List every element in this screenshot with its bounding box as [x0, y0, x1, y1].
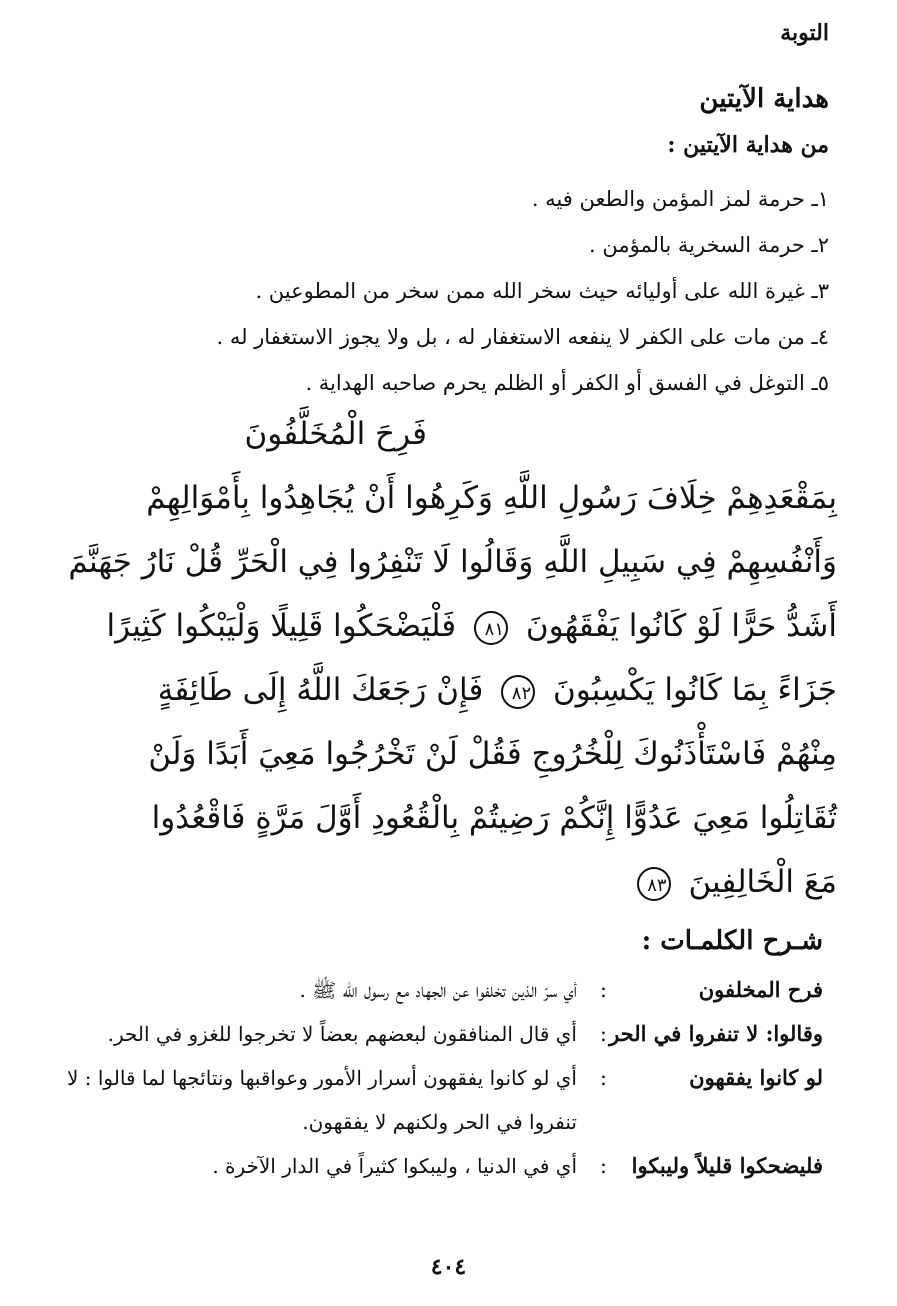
guidance-item: ٣ـ غيرة الله على أوليائه حيث سخر الله ممن سخر من المطوعين .	[255, 279, 829, 303]
vocabulary-term: فرح المخلفون	[698, 977, 823, 1002]
running-header-surah-name: التوبة	[780, 20, 829, 46]
guidance-item: ٤ـ من مات على الكفر لا ينفعه الاستغفار له ، بل ولا يجوز الاستغفار له .	[216, 325, 829, 349]
verse-line	[197, 850, 837, 914]
vocabulary-colon: :	[599, 1066, 607, 1090]
verse-line	[148, 722, 837, 786]
vocabulary-row	[63, 1012, 823, 1056]
guidance-list	[216, 176, 829, 406]
verse-line	[146, 466, 837, 530]
section-title: هداية الآيتين	[699, 84, 829, 114]
ayah-number-marker: ٨١	[474, 611, 508, 645]
verse-line	[157, 658, 837, 722]
vocabulary-row	[63, 968, 823, 1012]
guidance-item: ١ـ حرمة لمز المؤمن والطعن فيه .	[531, 187, 829, 211]
vocabulary-definition: أي لو كانوا يفقهون أسرار الأمور وعواقبها ونتائجها لما قالوا : لا تنفروا في الحر ولكنهم لا يفقهون.	[67, 1066, 577, 1134]
verse-text: أَشَدُّ حَرًّا لَوْ كَانُوا يَفْقَهُونَ	[525, 608, 837, 644]
verse-text: بِمَقْعَدِهِمْ خِلَافَ رَسُولِ اللَّهِ وَكَرِهُوا أَنْ يُجَاهِدُوا بِأَمْوَالِهِمْ	[146, 480, 837, 516]
page-number: ٤٠٤	[430, 1254, 467, 1280]
verse-line	[151, 786, 837, 850]
vocabulary-row	[63, 1144, 823, 1188]
verse-text: فَلْيَضْحَكُوا قَلِيلًا وَلْيَبْكُوا كَثِيرًا	[106, 608, 457, 644]
vocabulary-row	[63, 1056, 823, 1144]
verse-line	[68, 530, 837, 594]
vocabulary-colon: :	[599, 978, 607, 1002]
verse-text: وَأَنْفُسِهِمْ فِي سَبِيلِ اللَّهِ وَقَالُوا لَا تَنْفِرُوا فِي الْحَرِّ قُلْ نَارُ جَهَنَّمَ	[68, 544, 837, 580]
vocabulary-definition: أي قال المنافقون لبعضهم بعضاً لا تخرجوا للغزو في الحر.	[107, 1022, 577, 1046]
vocabulary-term: لو كانوا يفقهون	[689, 1065, 823, 1090]
vocabulary-colon: :	[599, 1154, 607, 1178]
verse-text: مِنْهُمْ فَاسْتَأْذَنُوكَ لِلْخُرُوجِ فَقُلْ لَنْ تَخْرُجُوا مَعِيَ أَبَدًا وَلَنْ	[148, 736, 837, 772]
verse-text: فَإِنْ رَجَعَكَ اللَّهُ إِلَى طَائِفَةٍ	[157, 672, 484, 708]
vocabulary-heading: شـرح الكلمـات :	[641, 926, 823, 956]
vocabulary-definition: أي سرّ الذين تخلفوا عن الجهاد مع رسول الله ﷺ .	[299, 978, 577, 1002]
ayah-number-marker: ٨٣	[637, 867, 671, 901]
vocabulary-colon: :	[599, 1022, 607, 1046]
ayah-number-marker: ٨٢	[501, 675, 535, 709]
vocabulary-term: وقالوا: لا تنفروا في الحر	[609, 1021, 823, 1046]
verse-text: مَعَ الْخَالِفِينَ	[688, 864, 837, 900]
guidance-heading: من هداية الآيتين :	[667, 132, 829, 158]
verse-text: تُقَاتِلُوا مَعِيَ عَدُوًّا إِنَّكُمْ رَضِيتُمْ بِالْقُعُودِ أَوَّلَ مَرَّةٍ فَاقْعُدُوا	[151, 800, 837, 836]
verse-text: جَزَاءً بِمَا كَانُوا يَكْسِبُونَ	[552, 672, 837, 708]
guidance-item: ٢ـ حرمة السخرية بالمؤمن .	[589, 233, 829, 257]
guidance-item: ٥ـ التوغل في الفسق أو الكفر أو الظلم يحرم صاحبه الهداية .	[305, 371, 829, 395]
verse-line	[106, 594, 837, 658]
vocabulary-term: فليضحكوا قليلاً وليبكوا	[631, 1153, 823, 1178]
quran-verses-block	[68, 402, 837, 914]
verse-line	[197, 402, 427, 466]
verse-text: فَرِحَ الْمُخَلَّفُونَ	[244, 416, 427, 452]
vocabulary-table	[63, 968, 823, 1188]
vocabulary-definition: أي في الدنيا ، وليبكوا كثيراً في الدار الآخرة .	[212, 1154, 577, 1178]
